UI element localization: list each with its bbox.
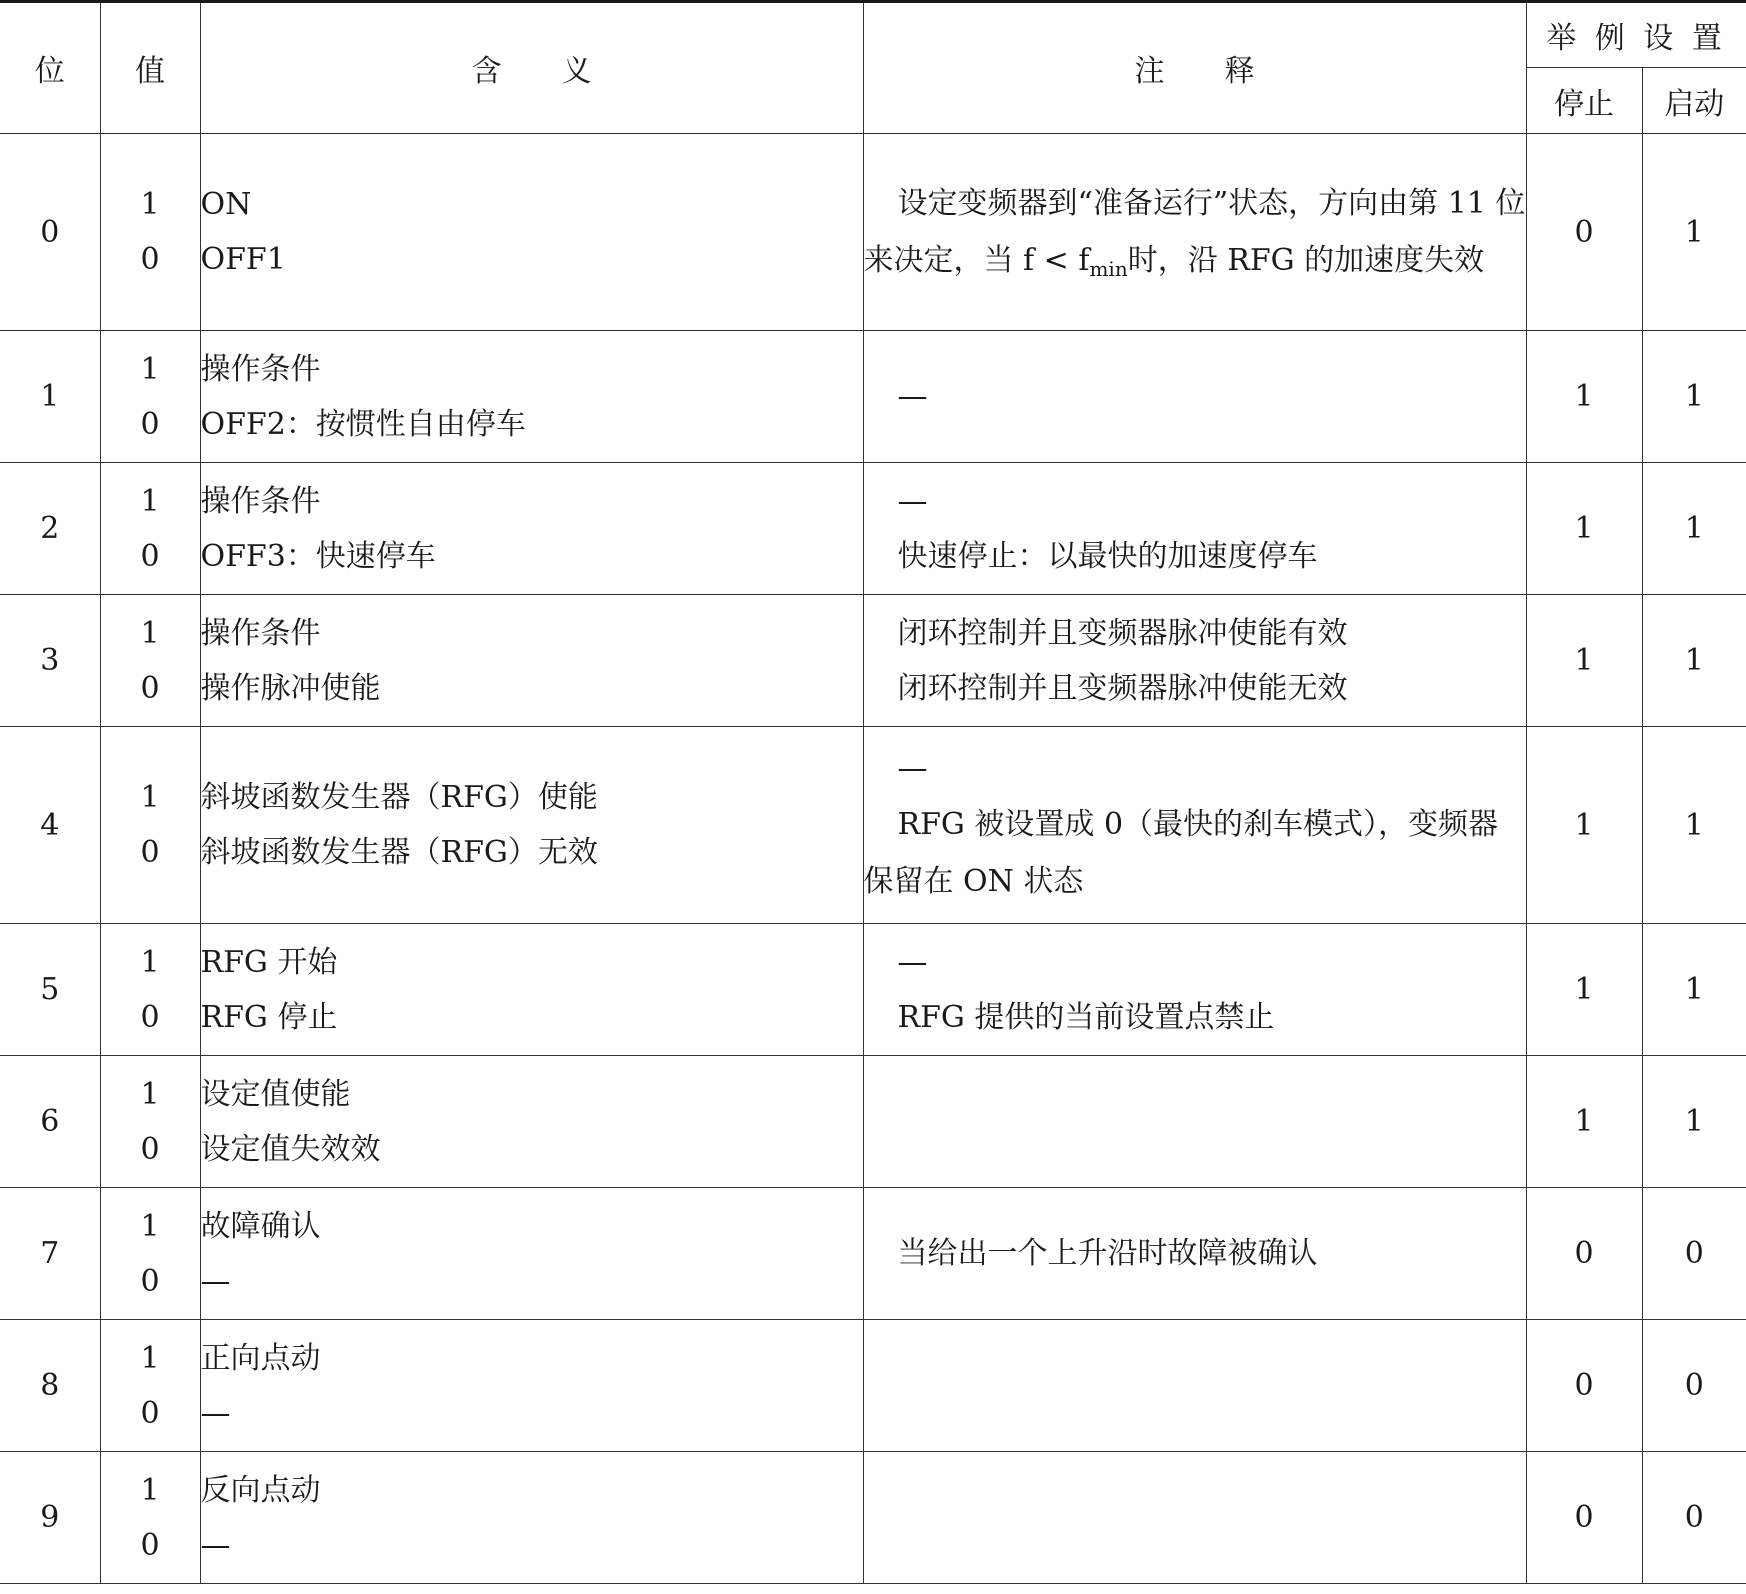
value-one: 1 [140, 1076, 160, 1112]
header-start: 启动 [1642, 68, 1746, 134]
value-cell [100, 1056, 200, 1188]
meaning-when-one: 设定值使能 [200, 1076, 351, 1112]
value-cell [100, 595, 200, 727]
note-cell [863, 1320, 1526, 1452]
meaning-when-one: 故障确认 [200, 1208, 321, 1244]
header-row [0, 2, 1746, 68]
meaning-when-zero: RFG 停止 [200, 999, 338, 1035]
bit-cell: 9 [0, 1452, 100, 1584]
note-line: 当给出一个上升沿时故障被确认 [897, 1236, 1318, 1271]
meaning-when-zero: OFF1 [200, 242, 286, 277]
stop-setting-cell: 1 [1526, 727, 1642, 924]
meaning-cell [200, 331, 863, 463]
header-value: 值 [100, 2, 200, 134]
stop-setting-cell: 0 [1526, 134, 1642, 331]
header-bit: 位 [0, 2, 100, 134]
value-cell [100, 924, 200, 1056]
table-row [0, 595, 1746, 727]
bit-cell: 7 [0, 1188, 100, 1320]
note-cell [863, 463, 1526, 595]
meaning-when-zero: 斜坡函数发生器（RFG）无效 [200, 835, 598, 870]
bit-cell: 1 [0, 331, 100, 463]
value-zero: 0 [140, 538, 160, 574]
header-example-settings: 举 例 设 置 [1526, 2, 1746, 68]
meaning-when-zero: OFF3：快速停车 [200, 538, 436, 574]
meaning-when-zero: — [200, 1395, 231, 1431]
note-line: — [897, 379, 928, 414]
stop-setting-cell: 1 [1526, 463, 1642, 595]
meaning-when-one: 斜坡函数发生器（RFG）使能 [200, 780, 598, 815]
bit-cell: 8 [0, 1320, 100, 1452]
start-setting-cell: 0 [1642, 1188, 1746, 1320]
table-row [0, 1320, 1746, 1452]
value-zero: 0 [140, 670, 160, 706]
meaning-cell [200, 924, 863, 1056]
meaning-when-zero: 操作脉冲使能 [200, 670, 381, 706]
start-setting-cell: 1 [1642, 924, 1746, 1056]
bit-cell: 6 [0, 1056, 100, 1188]
note-cell [863, 1056, 1526, 1188]
start-setting-cell: 1 [1642, 727, 1746, 924]
value-cell [100, 331, 200, 463]
value-cell [100, 727, 200, 924]
bit-cell: 5 [0, 924, 100, 1056]
value-zero: 0 [140, 999, 160, 1035]
note-subscript: min [1089, 257, 1128, 281]
value-one: 1 [140, 944, 160, 980]
meaning-cell [200, 463, 863, 595]
value-one: 1 [140, 187, 160, 222]
note-text-after: 时，沿 RFG 的加速度失效 [1127, 243, 1485, 278]
table-row [0, 924, 1746, 1056]
bit-cell: 4 [0, 727, 100, 924]
value-zero: 0 [140, 1527, 160, 1563]
stop-setting-cell: 0 [1526, 1452, 1642, 1584]
note-line: RFG 提供的当前设置点禁止 [897, 999, 1275, 1035]
note-cell [863, 1452, 1526, 1584]
table-row [0, 463, 1746, 595]
value-zero: 0 [140, 406, 160, 442]
meaning-cell [200, 595, 863, 727]
meaning-cell [200, 727, 863, 924]
meaning-cell [200, 1452, 863, 1584]
meaning-when-one: 操作条件 [200, 351, 321, 387]
table-row [0, 331, 1746, 463]
note-line: — [897, 483, 928, 519]
start-setting-cell: 1 [1642, 331, 1746, 463]
table-row [0, 134, 1746, 331]
value-cell [100, 1320, 200, 1452]
table-row [0, 1056, 1746, 1188]
value-zero: 0 [140, 1263, 160, 1299]
table-row [0, 1188, 1746, 1320]
stop-setting-cell: 0 [1526, 1188, 1642, 1320]
start-setting-cell: 0 [1642, 1320, 1746, 1452]
value-cell [100, 463, 200, 595]
value-cell [100, 1452, 200, 1584]
value-cell [100, 1188, 200, 1320]
table-row [0, 1452, 1746, 1584]
bit-cell: 3 [0, 595, 100, 727]
meaning-cell [200, 1056, 863, 1188]
note-cell [863, 331, 1526, 463]
value-cell [100, 134, 200, 331]
header-meaning: 含 义 [200, 2, 863, 134]
meaning-when-one: 反向点动 [200, 1472, 321, 1508]
start-setting-cell: 0 [1642, 1452, 1746, 1584]
note-line: 闭环控制并且变频器脉冲使能有效 [897, 615, 1348, 651]
note-cell [863, 727, 1526, 924]
note-paragraph: RFG 被设置成 0（最快的刹车模式），变频器保留在 ON 状态 [863, 806, 1499, 899]
value-one: 1 [140, 780, 160, 815]
stop-setting-cell: 1 [1526, 1056, 1642, 1188]
start-setting-cell: 1 [1642, 1056, 1746, 1188]
start-setting-cell: 1 [1642, 595, 1746, 727]
note-line: 闭环控制并且变频器脉冲使能无效 [897, 670, 1348, 706]
stop-setting-cell: 1 [1526, 595, 1642, 727]
meaning-cell [200, 1320, 863, 1452]
value-zero: 0 [140, 1131, 160, 1167]
note-line: — [897, 944, 928, 980]
bit-cell: 0 [0, 134, 100, 331]
header-note: 注 释 [863, 2, 1526, 134]
start-setting-cell: 1 [1642, 134, 1746, 331]
meaning-when-one: RFG 开始 [200, 944, 338, 980]
note-line: — [897, 750, 928, 786]
meaning-when-zero: — [200, 1527, 231, 1563]
stop-setting-cell: 1 [1526, 924, 1642, 1056]
meaning-when-one: 操作条件 [200, 615, 321, 651]
value-one: 1 [140, 351, 160, 387]
note-cell [863, 134, 1526, 331]
value-zero: 0 [140, 242, 160, 277]
meaning-when-one: 正向点动 [200, 1340, 321, 1376]
table-row [0, 727, 1746, 924]
value-one: 1 [140, 1208, 160, 1244]
meaning-when-zero: 设定值失效效 [200, 1131, 381, 1167]
value-one: 1 [140, 1340, 160, 1376]
meaning-when-zero: — [200, 1263, 231, 1299]
note-paragraph [864, 175, 1526, 289]
meaning-cell [200, 1188, 863, 1320]
note-cell [863, 924, 1526, 1056]
value-one: 1 [140, 615, 160, 651]
meaning-cell [200, 134, 863, 331]
note-cell [863, 595, 1526, 727]
value-one: 1 [140, 483, 160, 519]
meaning-when-zero: OFF2：按惯性自由停车 [200, 406, 526, 442]
value-one: 1 [140, 1472, 160, 1508]
note-cell [863, 1188, 1526, 1320]
stop-setting-cell: 1 [1526, 331, 1642, 463]
stop-setting-cell: 0 [1526, 1320, 1642, 1452]
header-stop: 停止 [1526, 68, 1642, 134]
value-zero: 0 [140, 1395, 160, 1431]
meaning-when-one: 操作条件 [200, 483, 321, 519]
value-zero: 0 [140, 835, 160, 870]
meaning-when-one: ON [200, 187, 252, 222]
note-text-before: 设定变频器到“准备运行”状态，方向由第 11 位来决定，当 f < f [863, 186, 1526, 278]
note-line: 快速停止：以最快的加速度停车 [897, 538, 1318, 574]
bit-cell: 2 [0, 463, 100, 595]
start-setting-cell: 1 [1642, 463, 1746, 595]
